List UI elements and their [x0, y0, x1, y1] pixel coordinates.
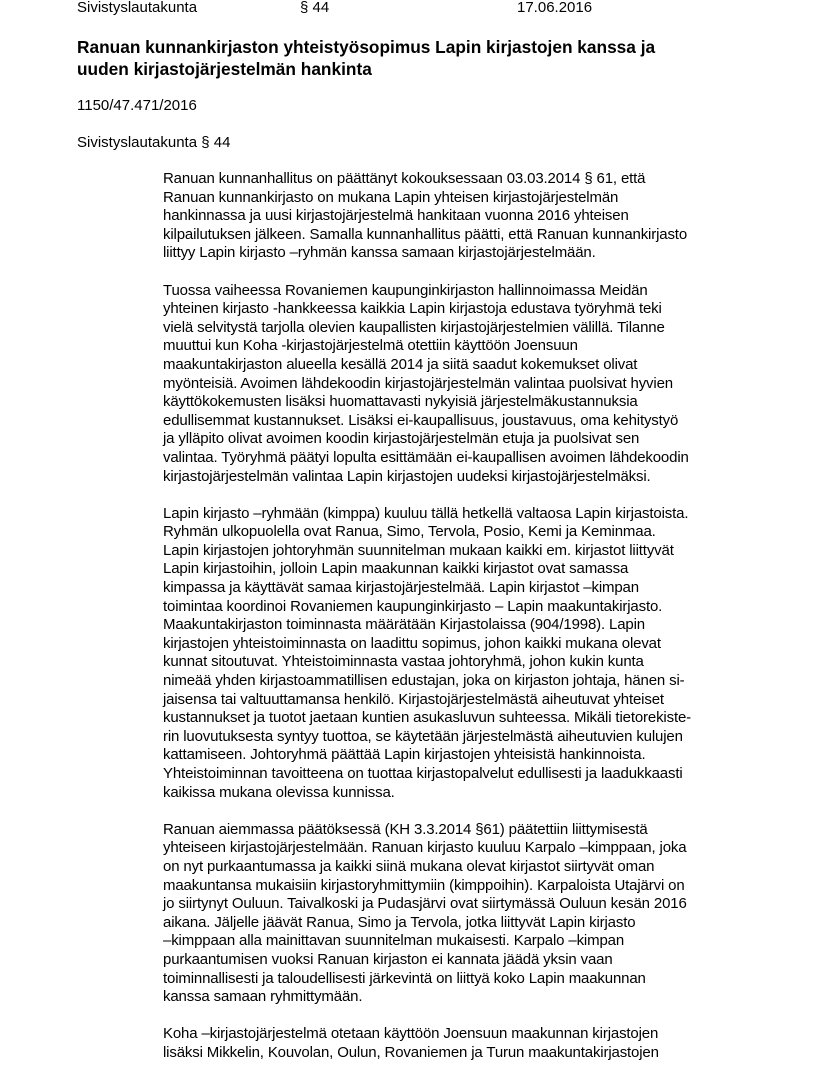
paragraph-line: kirjastojärjestelmän valintaa Lapin kirjastojen uudeksi kirjastojärjestelmäksi. — [163, 467, 651, 485]
body-paragraph — [163, 505, 763, 803]
paragraph-line: aikana. Jäljelle jäävät Ranua, Simo ja Tervola, jotka liittyvät Lapin kirjasto — [163, 913, 636, 931]
paragraph-line: purkaantumisen vuoksi Ranuan kirjaston ei kannata jäädä yksin vaan — [163, 950, 613, 968]
paragraph-line: yhteinen kirjasto -hankkeessa kaikkia Lapin kirjastoja edustava työryhmä teki — [163, 300, 662, 318]
paragraph-line: kaikissa mukana olevissa kunnissa. — [163, 783, 395, 801]
paragraph-line: kanssa samaan ryhmittymään. — [163, 988, 363, 1006]
header-section-number: § 44 — [300, 0, 330, 16]
paragraph-line: Lapin kirjastoihin, jolloin Lapin maakunnan kaikki kirjastot ovat samassa — [163, 560, 629, 578]
paragraph-line: käyttökokemusten lisäksi huomattavasti nykyisiä järjestelmäkustannuksia — [163, 393, 638, 411]
paragraph-line: Ryhmän ulkopuolella ovat Ranua, Simo, Tervola, Posio, Kemi ja Keminmaa. — [163, 523, 656, 541]
title-line: uuden kirjastojärjestelmän hankinta — [77, 58, 372, 79]
title-line: Ranuan kunnankirjaston yhteistyösopimus Lapin kirjastojen kanssa ja — [77, 37, 656, 57]
header-date: 17.06.2016 — [517, 0, 593, 16]
paragraph-line: toimintaa koordinoi Rovaniemen kaupunginkirjasto – Lapin maakuntakirjasto. — [163, 597, 663, 615]
paragraph-line: kimpassa ja käyttävät samaa kirjastojärjestelmää. Lapin kirjastot –kimpan — [163, 579, 639, 597]
paragraph-line: Lapin kirjastojen johtoryhmän suunnitelman mukaan kaikki em. kirjastot liittyvät — [163, 541, 674, 559]
body-paragraph — [163, 821, 763, 1007]
paragraph-line: maakuntansa mukaisiin kirjastoryhmittymiin (kimppoihin). Karpaloista Utajärvi on — [163, 876, 685, 894]
body-paragraph — [163, 170, 763, 263]
paragraph-line: Ranuan kunnankirjasto on mukana Lapin yhteisen kirjastojärjestelmän — [163, 188, 619, 206]
paragraph-line: kilpailutuksen jälkeen. Samalla kunnanhallitus päätti, että Ranuan kunnankirjasto — [163, 225, 688, 243]
body-text — [163, 170, 763, 1081]
document-header — [77, 0, 777, 19]
body-paragraph — [163, 1025, 763, 1062]
paragraph-line: kustannukset ja tuotot jaetaan kuntien asukasluvun suhteessa. Mikäli tietorekiste- — [163, 709, 692, 727]
paragraph-line: liittyy Lapin kirjasto –ryhmän kanssa samaan kirjastojärjestelmään. — [163, 244, 596, 262]
paragraph-line: muuttui kun Koha -kirjastojärjestelmä otettiin käyttöön Joensuun — [163, 337, 578, 355]
paragraph-line: Lapin kirjasto –ryhmään (kimppa) kuuluu tällä hetkellä valtaosa Lapin kirjastoista. — [163, 504, 689, 522]
case-number: 1150/47.471/2016 — [77, 97, 197, 114]
paragraph-line: Maakuntakirjaston toiminnasta määrätään Kirjastolaissa (904/1998). Lapin — [163, 616, 645, 634]
paragraph-line: Ranuan aiemmassa päätöksessä (KH 3.3.2014 §61) päätettiin liittymisestä — [163, 820, 648, 838]
paragraph-line: hankinnassa ja uusi kirjastojärjestelmä hankitaan vuonna 2016 yhteisen — [163, 207, 629, 225]
header-board-name: Sivistyslautakunta — [77, 0, 198, 16]
paragraph-line: jo siirtynyt Ouluun. Taivalkoski ja Pudasjärvi ovat siirtymässä Ouluun kesän 2016 — [163, 895, 687, 913]
paragraph-line: Yhteistoiminnan tavoitteena on tuottaa kirjastopalvelut edullisesti ja laadukkaasti — [163, 765, 683, 782]
paragraph-line: valintaa. Työryhmä päätyi lopulta esittämään ei-kaupallisen avoimen lähdekoodin — [163, 448, 689, 466]
paragraph-line: toiminnallisesti ja taloudellisesti järkevintä on liittyä koko Lapin maakunnan — [163, 969, 646, 987]
paragraph-line: edullisemmat kustannukset. Lisäksi ei-kaupallisuus, joustavuus, oma kehitystyö — [163, 411, 679, 429]
paragraph-line: –kimppaan alla mainittavan suunnitelman mukaisesti. Karpalo –kimpan — [163, 932, 625, 950]
paragraph-line: kunnat sitoutuvat. Yhteistoiminnasta vastaa johtoryhmä, johon kukin kunta — [163, 653, 644, 671]
document-title — [77, 37, 757, 80]
paragraph-line: Koha –kirjastojärjestelmä otetaan käyttöön Joensuun maakunnan kirjastojen — [163, 1025, 659, 1043]
paragraph-line: lisäksi Mikkelin, Kouvolan, Oulun, Rovaniemen ja Turun maakuntakirjastojen — [163, 1043, 659, 1061]
board-reference: Sivistyslautakunta § 44 — [77, 134, 231, 151]
paragraph-line: maakuntakirjaston alueella kesällä 2014 ja siitä saadut kokemukset olivat — [163, 355, 638, 373]
paragraph-line: Ranuan kunnanhallitus on päättänyt kokouksessaan 03.03.2014 § 61, että — [163, 170, 646, 187]
paragraph-line: Tuossa vaiheessa Rovaniemen kaupunginkirjaston hallinnoimassa Meidän — [163, 281, 648, 299]
paragraph-line: kattamiseen. Johtoryhmä päättää Lapin kirjastojen yhteisistä hankinnoista. — [163, 746, 646, 764]
paragraph-line: rin luovutuksesta syntyy tuottoa, se käytetään järjestelmästä aiheutuvien kulujen — [163, 727, 683, 745]
paragraph-line: nimeää yhden kirjastoammatillisen edustajan, joka on kirjaston johtaja, hänen si- — [163, 672, 685, 690]
paragraph-line: kirjastojen yhteistoiminnasta on laadittu sopimus, johon kaikki mukana olevat — [163, 634, 661, 652]
paragraph-line: ja ylläpito olivat avoimen koodin kirjastojärjestelmän etuja ja puolsivat sen — [163, 430, 640, 448]
body-paragraph — [163, 282, 763, 487]
paragraph-line: on nyt purkaantumassa ja kaikki siinä mukana olevat kirjastot siirtyvät oman — [163, 857, 655, 875]
paragraph-line: myönteisiä. Avoimen lähdekoodin kirjastojärjestelmän valintaa puolsivat hyvien — [163, 374, 673, 392]
paragraph-line: yhteiseen kirjastojärjestelmään. Ranuan kirjasto kuuluu Karpalo –kimppaan, joka — [163, 839, 687, 857]
paragraph-line: jaisensa tai valtuuttamansa henkilö. Kirjastojärjestelmästä aiheutuvat yhteiset — [163, 690, 664, 708]
paragraph-line: vielä selvitystä tarjolla olevien kaupallisten kirjastojärjestelmien välillä. Tilanne — [163, 318, 665, 336]
